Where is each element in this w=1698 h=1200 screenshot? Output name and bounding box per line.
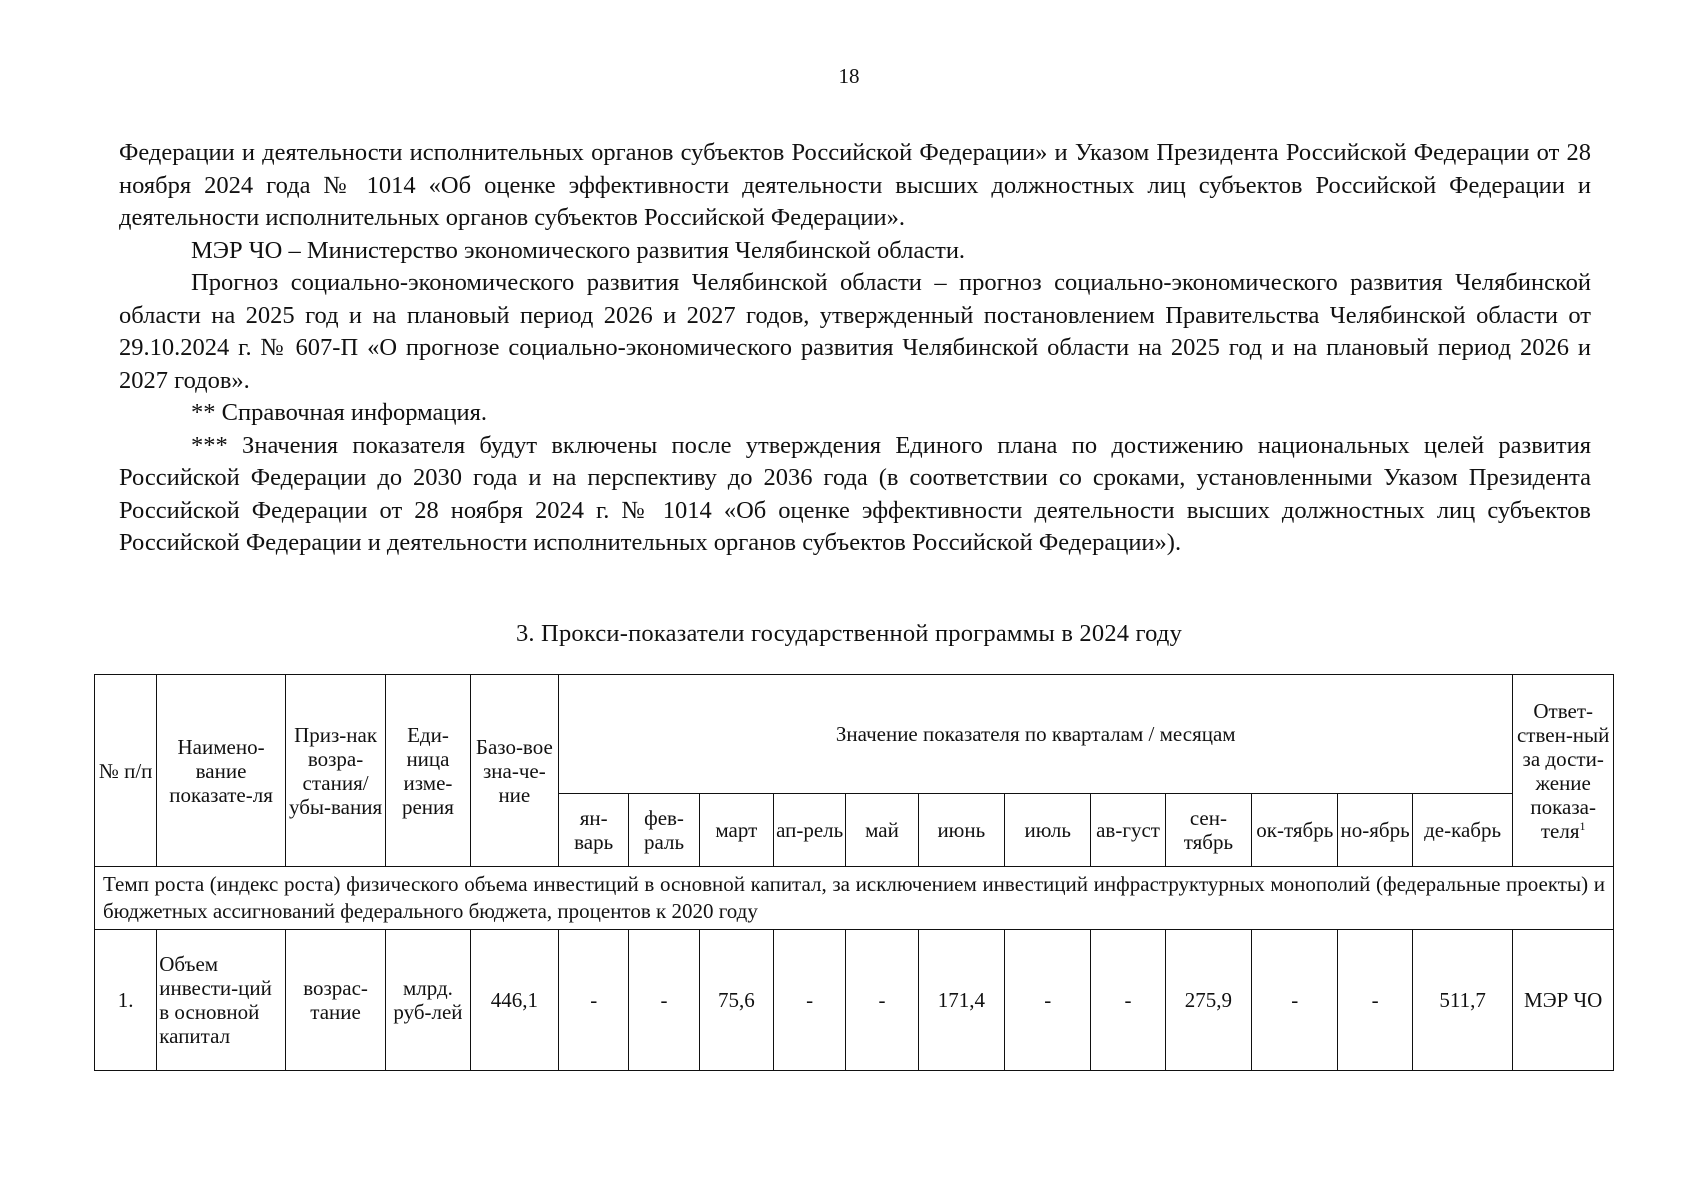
month-header: март [699, 794, 773, 867]
paragraph-continuation: Федерации и деятельности исполнительных органов субъектов Российской Федерации» и Указом Президента Российской Федерации от 28 ноября 2024 года № 1014 «Об оценке эффективности деятельности высших должностных лиц субъектов Российской Федерации и деятельности исполнительных органов субъектов Российской Федерации». [119, 139, 1591, 231]
row-value: - [559, 930, 629, 1071]
table-group-row [95, 867, 1614, 930]
header-sign: Приз-нак возра-стания/ убы-вания [285, 675, 385, 867]
section-title: 3. Прокси-показатели государственной программы в 2024 году [515, 620, 1183, 647]
header-name: Наимено-вание показате-ля [157, 675, 286, 867]
row-num: 1. [95, 930, 157, 1071]
row-base: 446,1 [470, 930, 558, 1071]
header-responsible-label: Ответ-ствен-ный за дости-жение показа-теля [1516, 698, 1610, 843]
row-value: 275,9 [1165, 930, 1251, 1071]
row-value: - [1091, 930, 1165, 1071]
table-row [95, 930, 1614, 1071]
row-value: - [846, 930, 918, 1071]
footnote-marker: 1 [1579, 818, 1586, 833]
row-value: - [1005, 930, 1091, 1071]
month-header: июль [1005, 794, 1091, 867]
paragraph-mer-definition: МЭР ЧО – Министерство экономического развития Челябинской области. [191, 236, 966, 264]
table-header-row [95, 675, 1614, 794]
header-base: Базо-вое зна-че-ние [470, 675, 558, 867]
row-value: 511,7 [1412, 930, 1513, 1071]
month-header: ян-варь [559, 794, 629, 867]
header-unit: Еди-ница изме-рения [386, 675, 470, 867]
month-header: фев-раль [629, 794, 699, 867]
row-value: - [629, 930, 699, 1071]
row-value: - [774, 930, 846, 1071]
group-title: Темп роста (индекс роста) физического объема инвестиций в основной капитал, за исключением инвестиций инфраструктурных монополий (федеральные проекты) и бюджетных ассигнований федерального бюджета, процентов к 2020 году [95, 867, 1614, 930]
month-header: ок-тябрь [1252, 794, 1338, 867]
paragraph-values-note: *** Значения показателя будут включены после утверждения Единого плана по достижению национальных целей развития Российской Федерации до 2030 года и на перспективу до 2036 года (в соответствии со сроками, установленными Указом Президента Российской Федерации от 28 ноября 2024 г. № 1014 «Об оценке эффективности деятельности высших должностных лиц субъектов Российской Федерации и деятельности исполнительных органов субъектов Российской Федерации»). [119, 431, 1591, 556]
proxy-indicators-table [94, 674, 1614, 1071]
row-value: - [1252, 930, 1338, 1071]
row-value: - [1338, 930, 1412, 1071]
row-unit: млрд. руб-лей [386, 930, 470, 1071]
body-text [119, 137, 1591, 560]
row-value: 75,6 [699, 930, 773, 1071]
row-value: 171,4 [918, 930, 1004, 1071]
month-header: но-ябрь [1338, 794, 1412, 867]
row-sign: возрас-тание [285, 930, 385, 1071]
month-header: июнь [918, 794, 1004, 867]
month-header: май [846, 794, 918, 867]
page-number: 18 [838, 64, 860, 88]
month-header: ап-рель [774, 794, 846, 867]
header-responsible [1513, 675, 1614, 867]
month-header: де-кабрь [1412, 794, 1513, 867]
header-quarters: Значение показателя по кварталам / месяцам [559, 675, 1513, 794]
row-responsible: МЭР ЧО [1513, 930, 1614, 1071]
header-num: № п/п [95, 675, 157, 867]
paragraph-forecast-definition: Прогноз социально-экономического развития Челябинской области – прогноз социально-экономического развития Челябинской области на 2025 год и на плановый период 2026 и 2027 годов, утвержденный постановлением Правительства Челябинской области от 29.10.2024 г. № 607-П «О прогнозе социально-экономического развития Челябинской области на 2025 год и на плановый период 2026 и 2027 годов». [119, 269, 1591, 394]
month-header: сен-тябрь [1165, 794, 1251, 867]
paragraph-reference-note: ** Справочная информация. [191, 399, 487, 426]
month-header: ав-густ [1091, 794, 1165, 867]
row-name: Объем инвести-ций в основной капитал [157, 930, 286, 1071]
